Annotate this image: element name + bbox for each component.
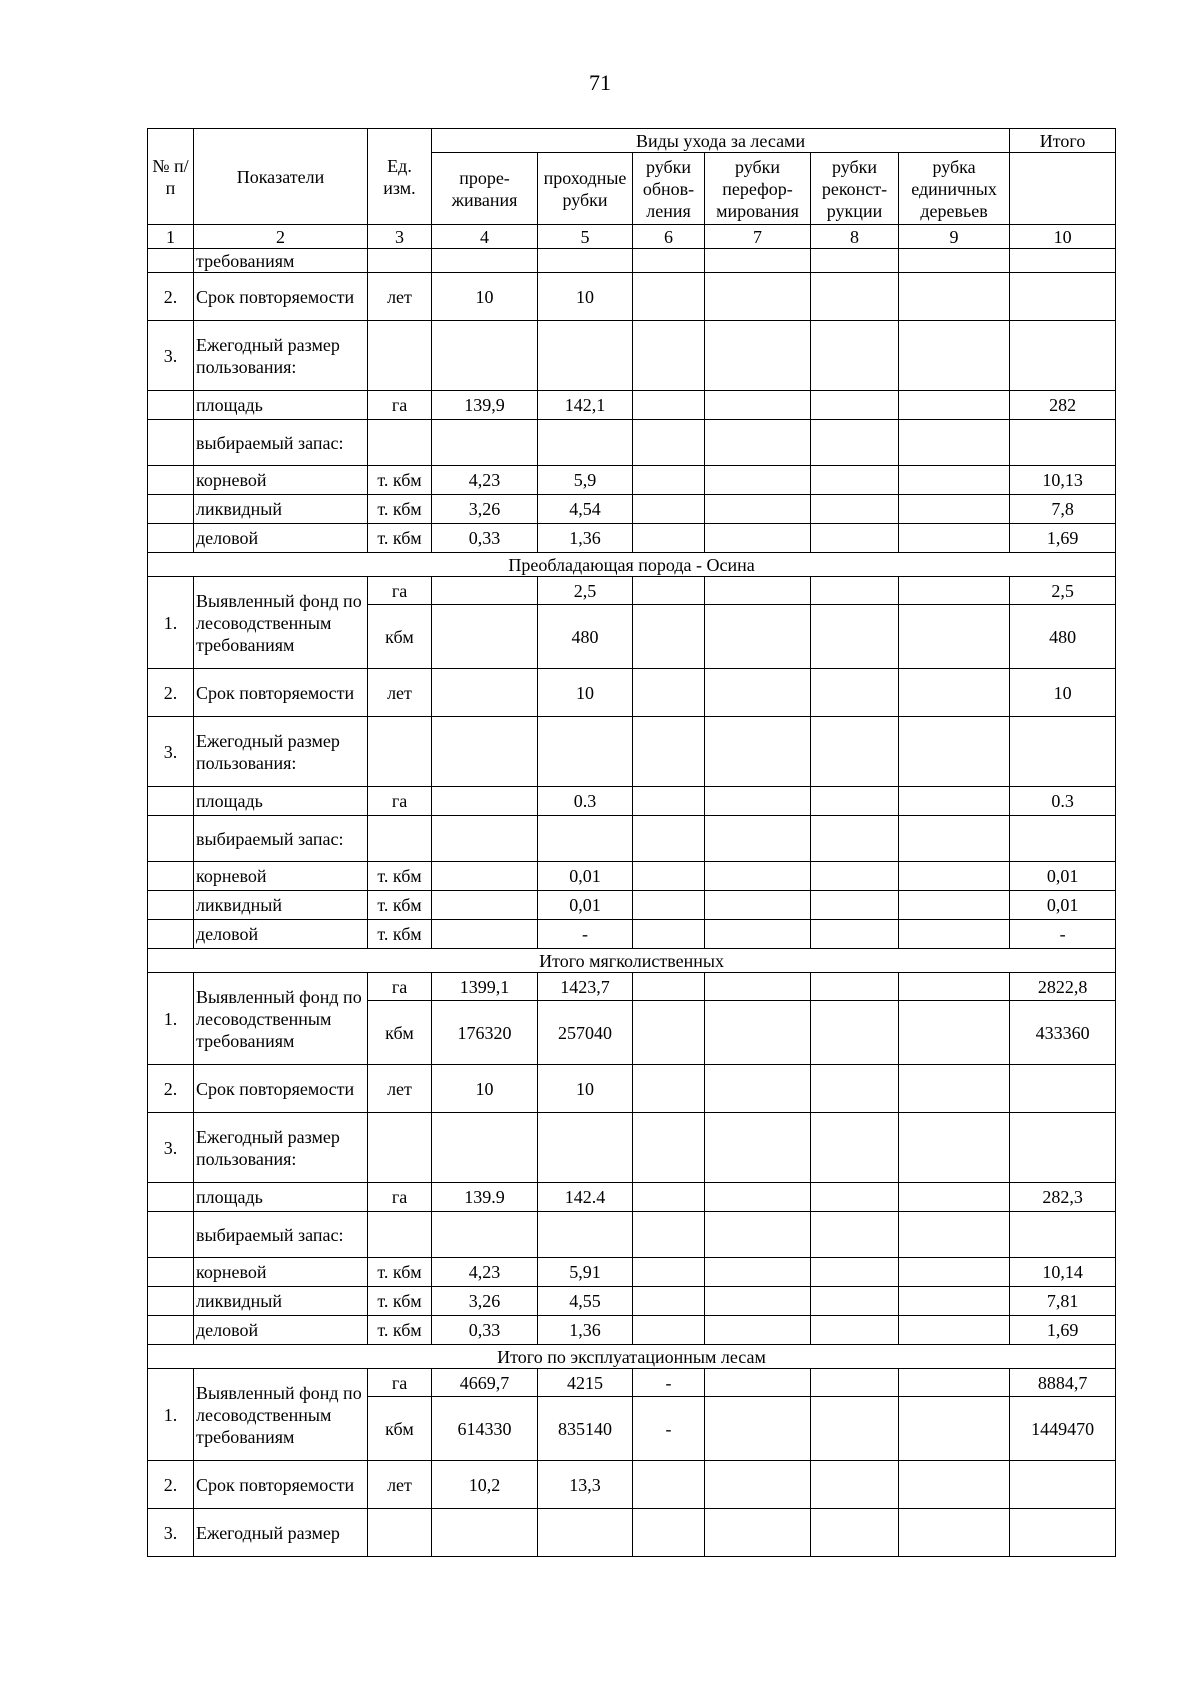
- row-unit: га: [368, 1369, 432, 1397]
- cell-value: 614330: [432, 1397, 538, 1461]
- row-label: ликвидный: [194, 891, 368, 920]
- cell-total: -: [1010, 920, 1116, 949]
- row-number: 3.: [148, 321, 194, 391]
- column-number: 5: [538, 225, 633, 249]
- section-row: [148, 1345, 1116, 1369]
- cell-total: 2822,8: [1010, 973, 1116, 1001]
- row-label: корневой: [194, 862, 368, 891]
- cell-total: 2,5: [1010, 577, 1116, 605]
- row-label: Срок повторяемости: [194, 1065, 368, 1113]
- table-row: [148, 973, 1116, 1001]
- table-row: [148, 577, 1116, 605]
- section-title: Итого по эксплуатационным лесам: [148, 1345, 1116, 1369]
- table-row: [148, 1212, 1116, 1258]
- cell-value: 0,33: [432, 524, 538, 553]
- cell-total: 8884,7: [1010, 1369, 1116, 1397]
- table-row: [148, 1113, 1116, 1183]
- cell-value: 4,54: [538, 495, 633, 524]
- cell-value: 4,55: [538, 1287, 633, 1316]
- cell-total: 480: [1010, 605, 1116, 669]
- cell-value: 5,9: [538, 466, 633, 495]
- cell-total: 433360: [1010, 1001, 1116, 1065]
- cell-value: 10: [538, 669, 633, 717]
- column-number: 4: [432, 225, 538, 249]
- cell-value: 4669,7: [432, 1369, 538, 1397]
- cell-total: 1,69: [1010, 524, 1116, 553]
- row-number: 1.: [148, 1369, 194, 1461]
- row-unit: га: [368, 391, 432, 420]
- cell-value: 1399,1: [432, 973, 538, 1001]
- cell-value: 4215: [538, 1369, 633, 1397]
- section-row: [148, 553, 1116, 577]
- cell-total: 10: [1010, 669, 1116, 717]
- column-number: 10: [1010, 225, 1116, 249]
- table-row: [148, 1509, 1116, 1557]
- cell-value: 2,5: [538, 577, 633, 605]
- page-number: 71: [589, 70, 611, 95]
- row-unit: кбм: [368, 1001, 432, 1065]
- column-number: 7: [705, 225, 811, 249]
- row-number: 2.: [148, 273, 194, 321]
- row-label: Ежегодный размер пользования:: [194, 1113, 368, 1183]
- table-row: [148, 321, 1116, 391]
- cell-value: 3,26: [432, 1287, 538, 1316]
- header-numbers-row: [148, 225, 1116, 249]
- row-unit: га: [368, 973, 432, 1001]
- row-label: ликвидный: [194, 1287, 368, 1316]
- header-total-empty: [1010, 153, 1116, 225]
- header-row-1: [148, 129, 1116, 153]
- cell-value: 139,9: [432, 391, 538, 420]
- row-number: 2.: [148, 1461, 194, 1509]
- row-unit: кбм: [368, 1397, 432, 1461]
- cell-value: 10,2: [432, 1461, 538, 1509]
- cell-value: 13,3: [538, 1461, 633, 1509]
- table-row: [148, 249, 1116, 273]
- table-row: [148, 669, 1116, 717]
- cell-value: 10: [432, 273, 538, 321]
- cell-total: 282: [1010, 391, 1116, 420]
- row-number: 3.: [148, 1113, 194, 1183]
- cell-total: 282,3: [1010, 1183, 1116, 1212]
- row-unit: т. кбм: [368, 891, 432, 920]
- cell-value: 10: [538, 273, 633, 321]
- row-number: 1.: [148, 973, 194, 1065]
- row-label: деловой: [194, 1316, 368, 1345]
- header-col-indicators: Показатели: [194, 129, 368, 225]
- row-unit: т. кбм: [368, 1258, 432, 1287]
- cell-value: -: [633, 1369, 705, 1397]
- row-label: площадь: [194, 1183, 368, 1212]
- header-col-single-tree-cuts: рубка единичных деревьев: [899, 153, 1010, 225]
- cell-value: 3,26: [432, 495, 538, 524]
- section-title: Итого мягколиственных: [148, 949, 1116, 973]
- cell-value: 257040: [538, 1001, 633, 1065]
- cell-value: -: [633, 1397, 705, 1461]
- cell-value: 1,36: [538, 524, 633, 553]
- row-label: корневой: [194, 466, 368, 495]
- table-row: [148, 1369, 1116, 1397]
- section-row: [148, 949, 1116, 973]
- cell-total: 1449470: [1010, 1397, 1116, 1461]
- header-col-reconstruction-cuts: рубки реконст-рукции: [811, 153, 899, 225]
- cell-value: 4,23: [432, 1258, 538, 1287]
- row-label: деловой: [194, 920, 368, 949]
- table-row: [148, 391, 1116, 420]
- row-unit: га: [368, 1183, 432, 1212]
- header-col-reformation-cuts: рубки перефор-мирования: [705, 153, 811, 225]
- cell-value: 10: [432, 1065, 538, 1113]
- column-number: 9: [899, 225, 1010, 249]
- row-number: 1.: [148, 577, 194, 669]
- header-col-unit: Ед. изм.: [368, 129, 432, 225]
- cell-total: 0,01: [1010, 891, 1116, 920]
- row-unit: т. кбм: [368, 524, 432, 553]
- table-row: [148, 891, 1116, 920]
- table-row: [148, 816, 1116, 862]
- cell-value: 10: [538, 1065, 633, 1113]
- row-label: площадь: [194, 787, 368, 816]
- row-label: Выявленный фонд по лесоводственным требованиям: [194, 1369, 368, 1461]
- row-label: выбираемый запас:: [194, 420, 368, 466]
- cell-value: 176320: [432, 1001, 538, 1065]
- row-label: Ежегодный размер: [194, 1509, 368, 1557]
- row-unit: га: [368, 577, 432, 605]
- row-label: деловой: [194, 524, 368, 553]
- row-label: выбираемый запас:: [194, 816, 368, 862]
- table-row: [148, 717, 1116, 787]
- row-label: Выявленный фонд по лесоводственным требованиям: [194, 973, 368, 1065]
- table-row: [148, 1461, 1116, 1509]
- row-unit: т. кбм: [368, 466, 432, 495]
- row-label: корневой: [194, 1258, 368, 1287]
- table-row: [148, 787, 1116, 816]
- cell-total: 0.3: [1010, 787, 1116, 816]
- row-label: площадь: [194, 391, 368, 420]
- cell-value: 1423,7: [538, 973, 633, 1001]
- row-unit: лет: [368, 273, 432, 321]
- table-row: [148, 1183, 1116, 1212]
- column-number: 2: [194, 225, 368, 249]
- row-label: требованиям: [194, 249, 368, 273]
- table-row: [148, 524, 1116, 553]
- row-unit: кбм: [368, 605, 432, 669]
- column-number: 6: [633, 225, 705, 249]
- row-unit: т. кбм: [368, 1287, 432, 1316]
- cell-value: 142,1: [538, 391, 633, 420]
- header-total: Итого: [1010, 129, 1116, 153]
- column-number: 1: [148, 225, 194, 249]
- row-label: Ежегодный размер пользования:: [194, 717, 368, 787]
- row-label: Срок повторяемости: [194, 1461, 368, 1509]
- row-unit: т. кбм: [368, 1316, 432, 1345]
- cell-value: 142.4: [538, 1183, 633, 1212]
- row-unit: т. кбм: [368, 862, 432, 891]
- cell-total: 7,81: [1010, 1287, 1116, 1316]
- row-unit: га: [368, 787, 432, 816]
- table-row: [148, 495, 1116, 524]
- row-number: 2.: [148, 669, 194, 717]
- row-label: Ежегодный размер пользования:: [194, 321, 368, 391]
- cell-total: 7,8: [1010, 495, 1116, 524]
- table-row: [148, 1287, 1116, 1316]
- forest-care-table: [147, 128, 1116, 1557]
- cell-total: 1,69: [1010, 1316, 1116, 1345]
- row-label: ликвидный: [194, 495, 368, 524]
- cell-value: 0.3: [538, 787, 633, 816]
- table-row: [148, 862, 1116, 891]
- cell-value: 139.9: [432, 1183, 538, 1212]
- cell-value: 0,01: [538, 891, 633, 920]
- table-row: [148, 466, 1116, 495]
- table-row: [148, 920, 1116, 949]
- row-label: выбираемый запас:: [194, 1212, 368, 1258]
- row-unit: лет: [368, 669, 432, 717]
- table-row: [148, 273, 1116, 321]
- row-label: Срок повторяемости: [194, 273, 368, 321]
- section-title: Преобладающая порода - Осина: [148, 553, 1116, 577]
- column-number: 3: [368, 225, 432, 249]
- row-label: Выявленный фонд по лесоводственным требованиям: [194, 577, 368, 669]
- row-unit: лет: [368, 1065, 432, 1113]
- header-col-renewal-cuts: рубки обнов-ления: [633, 153, 705, 225]
- cell-value: 0,33: [432, 1316, 538, 1345]
- row-unit: лет: [368, 1461, 432, 1509]
- cell-total: 0,01: [1010, 862, 1116, 891]
- table-row: [148, 1065, 1116, 1113]
- row-number: 2.: [148, 1065, 194, 1113]
- header-col-thinning: проре-живания: [432, 153, 538, 225]
- row-label: Срок повторяемости: [194, 669, 368, 717]
- cell-value: 480: [538, 605, 633, 669]
- header-care-types: Виды ухода за лесами: [432, 129, 1010, 153]
- row-number: 3.: [148, 1509, 194, 1557]
- table-row: [148, 1258, 1116, 1287]
- cell-value: 5,91: [538, 1258, 633, 1287]
- cell-total: 10,13: [1010, 466, 1116, 495]
- cell-value: -: [538, 920, 633, 949]
- cell-value: 835140: [538, 1397, 633, 1461]
- row-number: 3.: [148, 717, 194, 787]
- row-unit: т. кбм: [368, 920, 432, 949]
- table-row: [148, 420, 1116, 466]
- header-col-no: № п/п: [148, 129, 194, 225]
- header-col-passage-cuts: проходные рубки: [538, 153, 633, 225]
- cell-total: 10,14: [1010, 1258, 1116, 1287]
- cell-value: 1,36: [538, 1316, 633, 1345]
- cell-value: 4,23: [432, 466, 538, 495]
- column-number: 8: [811, 225, 899, 249]
- row-unit: т. кбм: [368, 495, 432, 524]
- cell-value: 0,01: [538, 862, 633, 891]
- table-row: [148, 1316, 1116, 1345]
